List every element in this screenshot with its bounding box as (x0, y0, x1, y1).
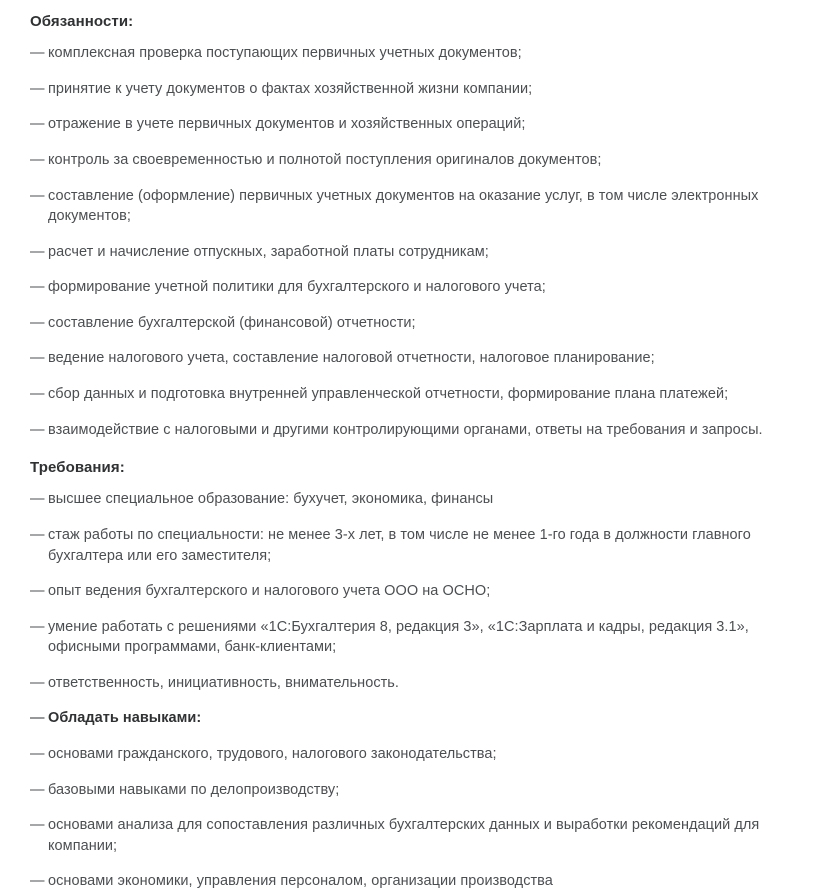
list-item (30, 525, 810, 566)
list-item-text: комплексная проверка поступающих первичных учетных документов; (48, 45, 522, 62)
em-dash-bullet-icon: — (30, 187, 45, 204)
list-item (30, 186, 810, 227)
sections-container (30, 12, 810, 892)
em-dash-bullet-icon: — (30, 116, 45, 133)
em-dash-bullet-icon: — (30, 279, 45, 296)
list-item-text: умение работать с решениями «1С:Бухгалтерия 8, редакция 3», «1С:Зарплата и кадры, редакция 3.1», офисными программами, банк-клиентами; (48, 618, 749, 656)
list-item-text: основами гражданского, трудового, налогового законодательства; (48, 746, 497, 763)
em-dash-bullet-icon: — (30, 710, 45, 727)
em-dash-bullet-icon: — (30, 618, 45, 635)
list-item-text: ответственность, инициативность, внимательность. (48, 674, 399, 691)
list-item-text: формирование учетной политики для бухгалтерского и налогового учета; (48, 279, 546, 296)
list-item (30, 79, 810, 100)
list-item (30, 150, 810, 171)
em-dash-bullet-icon: — (30, 45, 45, 62)
list-item-text: опыт ведения бухгалтерского и налогового учета ООО на ОСНО; (48, 583, 491, 600)
section-heading: Обязанности: (30, 13, 134, 30)
em-dash-bullet-icon: — (30, 314, 45, 331)
list-item (30, 871, 810, 892)
bullet-list (30, 43, 810, 440)
list-item (30, 313, 810, 334)
list-item-text: базовыми навыками по делопроизводству; (48, 781, 340, 798)
em-dash-bullet-icon: — (30, 350, 45, 367)
list-item (30, 420, 810, 441)
list-item-text: ведение налогового учета, составление налоговой отчетности, налоговое планирование; (48, 350, 655, 367)
em-dash-bullet-icon: — (30, 781, 45, 798)
list-item (30, 384, 810, 405)
content-section (30, 12, 810, 440)
em-dash-bullet-icon: — (30, 151, 45, 168)
em-dash-bullet-icon: — (30, 386, 45, 403)
list-item-text: сбор данных и подготовка внутренней управленческой отчетности, формирование плана платежей; (48, 386, 729, 403)
list-item-text: стаж работы по специальности: не менее 3-х лет, в том числе не менее 1-го года в должности главного бухгалтера или его заместителя; (48, 527, 751, 564)
list-item-text: принятие к учету документов о фактах хозяйственной жизни компании; (48, 80, 533, 97)
em-dash-bullet-icon: — (30, 873, 45, 890)
section-heading: Требования: (30, 459, 125, 477)
content-section (30, 458, 810, 892)
list-item-text: высшее специальное образование: бухучет, экономика, финансы (48, 491, 494, 508)
em-dash-bullet-icon: — (30, 817, 45, 834)
em-dash-bullet-icon: — (30, 243, 45, 260)
em-dash-bullet-icon: — (30, 583, 45, 600)
list-item (30, 673, 810, 694)
list-item-text: составление (оформление) первичных учетных документов на оказание услуг, в том числе электронных документов; (48, 187, 759, 225)
list-item-text: основами экономики, управления персоналом, организации производства (48, 873, 553, 890)
em-dash-bullet-icon: — (30, 746, 45, 763)
list-item (30, 815, 810, 856)
list-item-text: отражение в учете первичных документов и хозяйственных операций; (48, 116, 526, 133)
list-item (30, 581, 810, 602)
em-dash-bullet-icon: — (30, 421, 45, 438)
em-dash-bullet-icon: — (30, 527, 45, 544)
em-dash-bullet-icon: — (30, 674, 45, 691)
em-dash-bullet-icon: — (30, 491, 45, 508)
list-item (30, 43, 810, 64)
list-item-text: Обладать навыками: (48, 710, 202, 727)
list-item (30, 617, 810, 658)
list-item (30, 277, 810, 298)
list-item (30, 780, 810, 801)
em-dash-bullet-icon: — (30, 80, 45, 97)
list-item (30, 114, 810, 135)
list-item-text: расчет и начисление отпускных, заработной платы сотрудникам; (48, 243, 489, 260)
list-item (30, 242, 810, 263)
list-item-text: составление бухгалтерской (финансовой) отчетности; (48, 314, 416, 331)
list-item-text: взаимодействие с налоговыми и другими контролирующими органами, ответы на требования и запросы. (48, 421, 763, 438)
list-item-text: контроль за своевременностью и полнотой поступления оригиналов документов; (48, 151, 602, 168)
list-item-text: основами анализа для сопоставления различных бухгалтерских данных и выработки рекомендаций для компании; (48, 817, 760, 854)
list-item (30, 348, 810, 369)
list-item (30, 708, 810, 729)
list-item (30, 489, 810, 510)
bullet-list (30, 489, 810, 892)
list-item (30, 744, 810, 765)
